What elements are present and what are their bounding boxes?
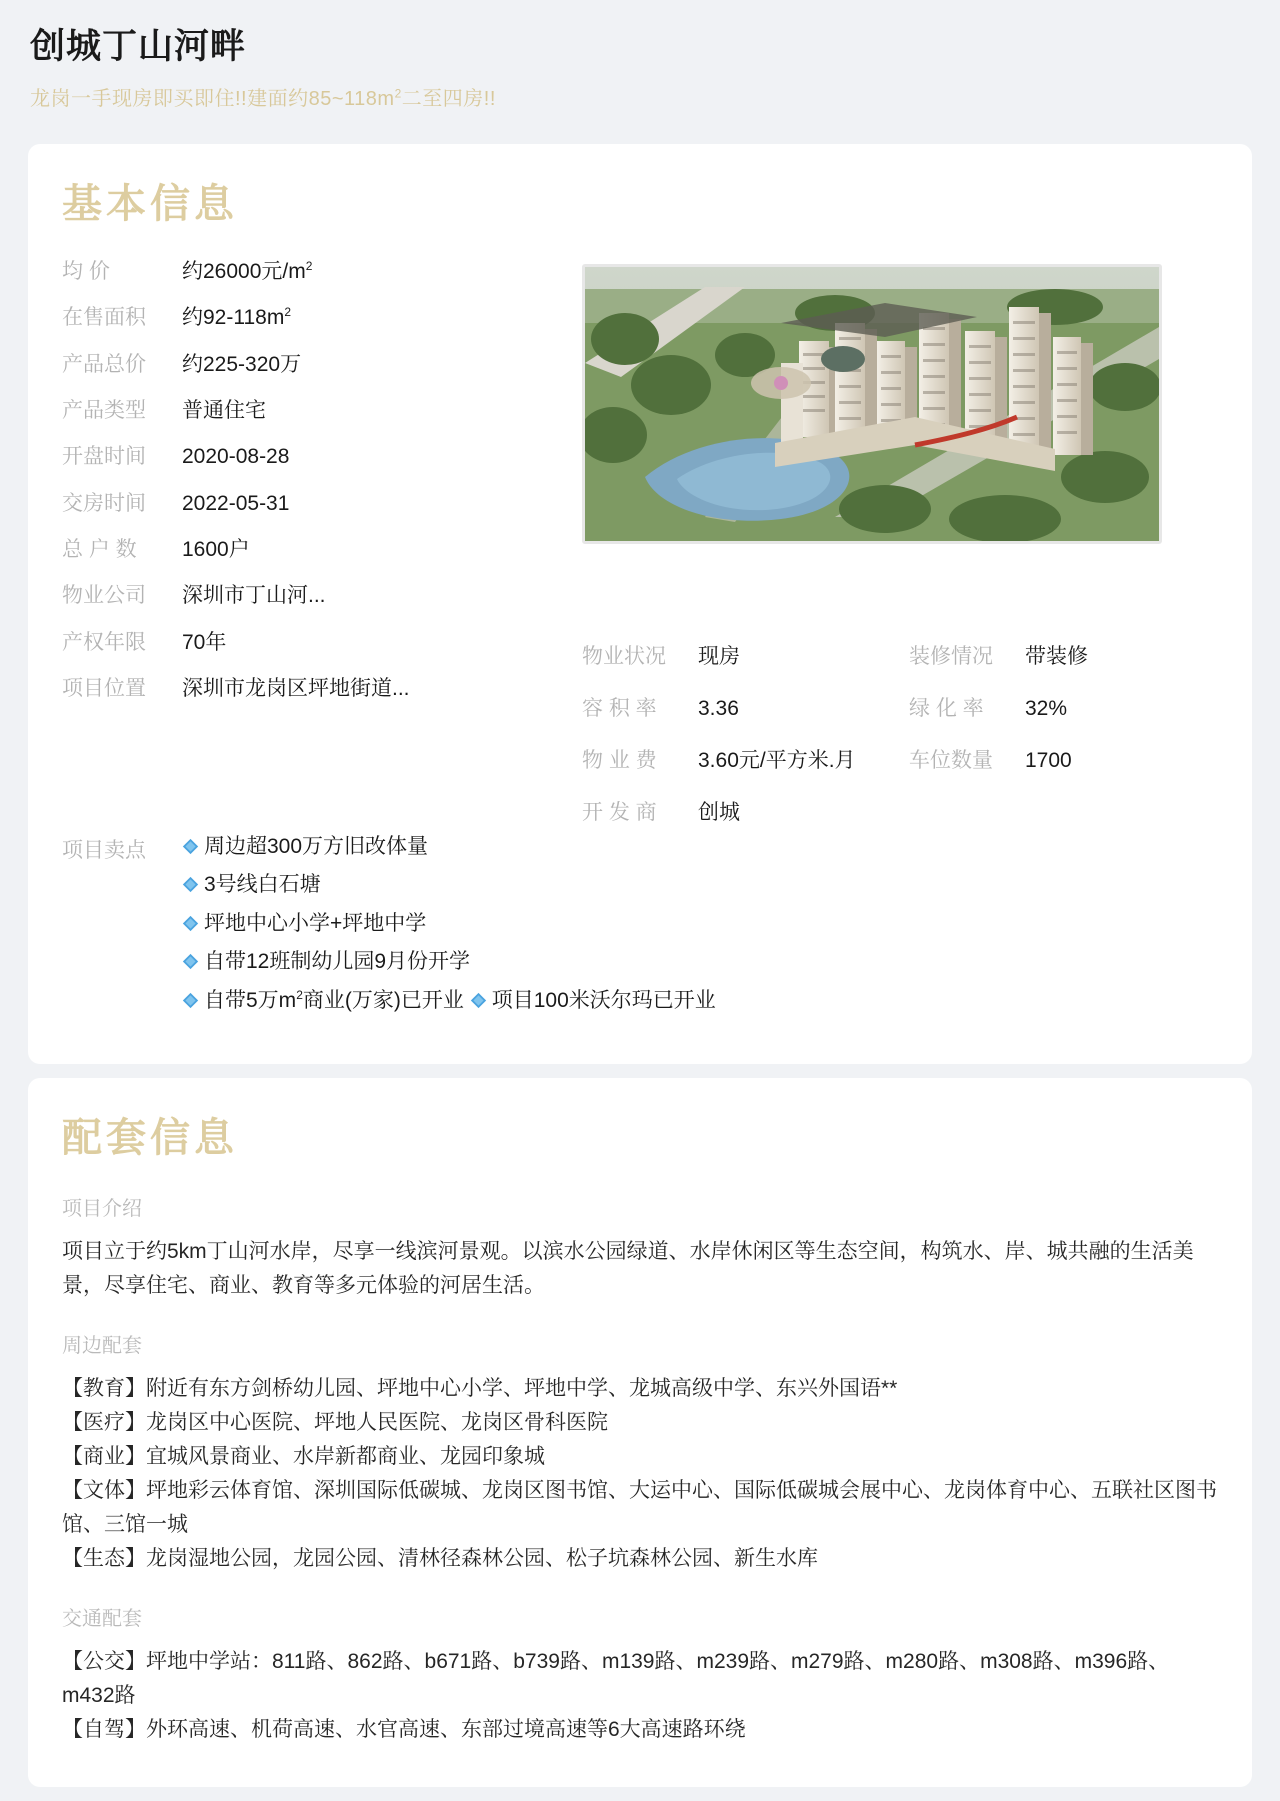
traffic-facility-line-bus: 【公交】坪地中学站：811路、862路、b671路、b739路、m139路、m239路、m279路、m280路、m308路、m396路、m432路 (62, 1650, 1170, 1708)
selling-points-label: 项目卖点 (62, 839, 146, 862)
info-label-location: 项目位置 (62, 677, 146, 701)
selling-points-list (182, 832, 1218, 1024)
selling-point-text: 项目100米沃尔玛已开业 (491, 988, 716, 1012)
info-label-area: 在售面积 (62, 306, 146, 330)
spec-label-property-fee: 物 业 费 (582, 749, 657, 772)
selling-points-row (62, 832, 1218, 1024)
info-value-price-sup: 2 (305, 259, 313, 273)
diamond-icon (182, 834, 199, 851)
selling-point-text: 自带5万m (204, 988, 297, 1012)
spec-row (582, 640, 891, 670)
info-value-household-count: 1600户 (182, 538, 250, 562)
diamond-icon (182, 988, 199, 1005)
spec-label-green-ratio: 绿 化 率 (909, 697, 984, 720)
info-value-price (182, 258, 312, 286)
spec-value-parking-count: 1700 (1025, 749, 1072, 772)
selling-point-item (182, 989, 470, 1012)
info-row (62, 536, 562, 564)
around-facility-heading: 周边配套 (62, 1335, 142, 1358)
info-value-area-sup: 2 (284, 305, 292, 320)
info-value-area (182, 304, 291, 332)
facility-info-card (28, 1078, 1252, 1787)
info-label-property-company: 物业公司 (62, 584, 146, 608)
info-label-price: 均 价 (62, 260, 110, 283)
info-row (62, 397, 562, 425)
page-title: 创城丁山河畔 (30, 27, 247, 66)
diamond-icon (182, 949, 199, 966)
selling-point-sup: 2 (296, 987, 303, 1002)
basic-info-left-column (62, 258, 562, 721)
spec-row (582, 744, 891, 774)
spec-row (909, 744, 1218, 774)
info-row (62, 258, 562, 286)
spec-value-property-fee: 3.60元/平方米.月 (698, 749, 856, 772)
spec-row-empty (909, 796, 1218, 826)
spec-grid (582, 640, 1218, 826)
info-value-area-text: 约92-118m (182, 306, 285, 330)
subtitle-text: 龙岗一手现房即买即住!!建面约85~118m (30, 88, 395, 110)
spec-row (582, 796, 891, 826)
info-value-ownership-years: 70年 (182, 630, 227, 654)
project-intro-text: 项目立于约5km丁山河水岸，尽享一线滨河景观。以滨水公园绿道、水岸休闲区等生态空间，构筑水、岸、城共融的生活美景，尽享住宅、商业、教育等多元体验的河居生活。 (62, 1240, 1194, 1298)
selling-point-item (182, 950, 470, 973)
selling-point-line (182, 947, 1218, 977)
basic-info-body (62, 258, 1218, 826)
diamond-icon (470, 988, 487, 1005)
info-label-total-price: 产品总价 (62, 352, 146, 376)
selling-point-line (182, 909, 1218, 939)
basic-info-title: 基本信息 (62, 182, 238, 226)
spec-row (909, 640, 1218, 670)
info-value-property-company: 深圳市丁山河... (182, 584, 326, 608)
selling-point-line (182, 870, 1218, 900)
selling-point-item (182, 835, 428, 858)
spec-label-property-status: 物业状况 (582, 645, 666, 668)
around-facility-line-medical: 【医疗】龙岗区中心医院、坪地人民医院、龙岗区骨科医院 (62, 1411, 608, 1435)
info-row (62, 582, 562, 610)
traffic-facility-heading: 交通配套 (62, 1608, 142, 1631)
spec-label-developer: 开 发 商 (582, 801, 657, 824)
basic-info-card (28, 144, 1252, 1064)
info-label-product-type: 产品类型 (62, 399, 146, 423)
traffic-facility-line-driving: 【自驾】外环高速、机荷高速、水官高速、东部过境高速等6大高速路环绕 (62, 1718, 746, 1742)
around-facility-line-culture-sports: 【文体】坪地彩云体育馆、深圳国际低碳城、龙岗区图书馆、大运中心、国际低碳城会展中心、龙岗体育中心、五联社区图书馆、三馆一城 (62, 1479, 1217, 1537)
selling-point-text: 3号线白石塘 (204, 873, 321, 897)
around-facility-line-education: 【教育】附近有东方剑桥幼儿园、坪地中心小学、坪地中学、龙城高级中学、东兴外国语** (62, 1377, 898, 1401)
selling-point-text: 自带12班制幼儿园9月份开学 (204, 950, 471, 974)
spec-row (582, 692, 891, 722)
page-subtitle (30, 86, 1250, 112)
info-value-location: 深圳市龙岗区坪地街道... (182, 677, 410, 701)
spec-value-property-status: 现房 (698, 645, 740, 668)
info-value-delivery-date: 2022-05-31 (182, 491, 290, 515)
spec-label-parking-count: 车位数量 (909, 749, 993, 772)
project-aerial-image (582, 264, 1162, 544)
spec-value-green-ratio: 32% (1025, 697, 1068, 720)
info-row (62, 490, 562, 518)
subtitle-text-post: 二至四房!! (401, 88, 496, 110)
page-header (0, 0, 1280, 130)
basic-info-right-column (562, 258, 1218, 826)
info-value-open-date: 2020-08-28 (182, 445, 290, 469)
info-row (62, 629, 562, 657)
info-row (62, 304, 562, 332)
info-row (62, 675, 562, 703)
selling-point-text: 坪地中心小学+坪地中学 (204, 911, 427, 935)
spec-value-plot-ratio: 3.36 (698, 697, 739, 720)
selling-point-item (182, 912, 426, 935)
spec-value-decoration: 带装修 (1025, 645, 1088, 668)
info-label-ownership-years: 产权年限 (62, 630, 146, 654)
spec-row (909, 692, 1218, 722)
spec-label-decoration: 装修情况 (909, 645, 993, 668)
info-label-household-count: 总 户 数 (62, 538, 137, 562)
selling-point-text: 周边超300万方旧改体量 (204, 835, 429, 858)
selling-point-line (182, 832, 1218, 862)
around-facility-line-ecology: 【生态】龙岗湿地公园，龙园公园、清林径森林公园、松子坑森林公园、新生水库 (62, 1547, 818, 1571)
project-intro-heading: 项目介绍 (62, 1198, 142, 1221)
info-value-product-type: 普通住宅 (182, 399, 266, 423)
selling-point-item (470, 989, 716, 1012)
selling-point-item (182, 873, 321, 896)
info-row (62, 443, 562, 471)
info-value-price-text: 约26000元/m (182, 260, 306, 283)
spec-value-developer: 创城 (698, 801, 740, 824)
diamond-icon (182, 911, 199, 928)
info-value-total-price: 约225-320万 (182, 352, 302, 376)
info-label-delivery-date: 交房时间 (62, 491, 146, 515)
diamond-icon (182, 872, 199, 889)
facility-info-title: 配套信息 (62, 1116, 238, 1161)
info-label-open-date: 开盘时间 (62, 445, 146, 469)
info-row (62, 351, 562, 379)
selling-point-line (182, 986, 1218, 1016)
selling-point-text-post: 商业(万家)已开业 (302, 988, 464, 1012)
around-facility-line-commercial: 【商业】宜城风景商业、水岸新都商业、龙园印象城 (62, 1445, 545, 1469)
spec-label-plot-ratio: 容 积 率 (582, 697, 657, 720)
subtitle-sup: 2 (394, 86, 402, 101)
